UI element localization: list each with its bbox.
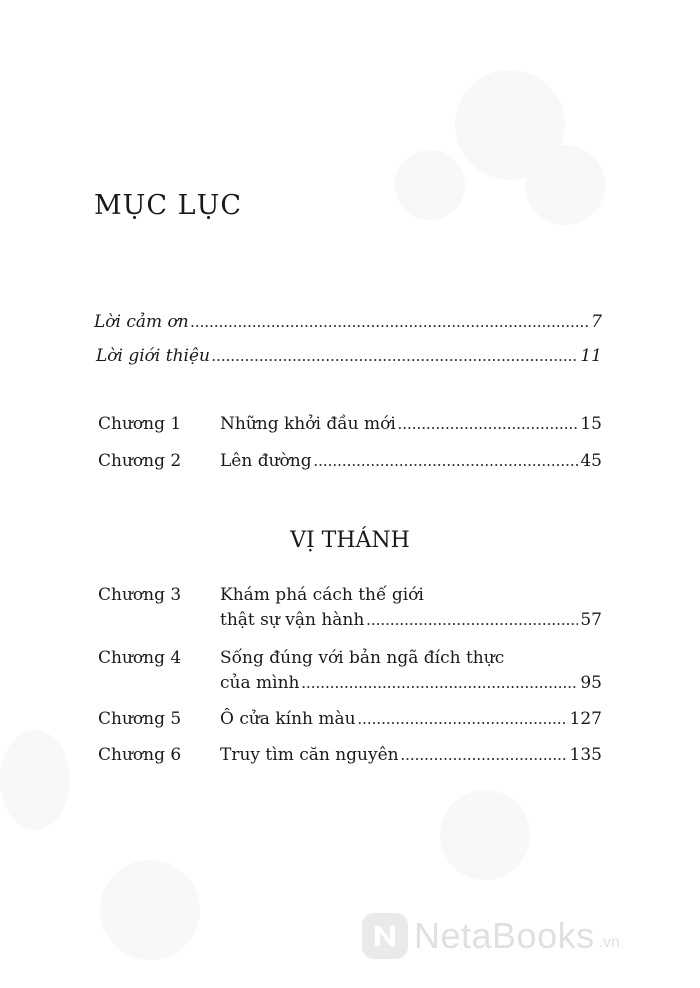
dot-leader bbox=[366, 610, 578, 630]
dot-leader bbox=[398, 414, 579, 434]
dot-leader bbox=[191, 312, 589, 332]
background-smudge bbox=[395, 150, 465, 220]
dot-leader bbox=[314, 451, 579, 471]
chapter-number: Chương 1 bbox=[98, 414, 182, 434]
entry-label: Lời giới thiệu bbox=[96, 346, 210, 366]
toc-entry-acknowledgements[interactable] bbox=[94, 312, 602, 332]
chapter-number: Chương 3 bbox=[98, 585, 182, 605]
page-number: 95 bbox=[580, 673, 602, 693]
toc-entry-chapter-3[interactable] bbox=[220, 610, 602, 630]
entry-title: Những khởi đầu mới bbox=[220, 414, 396, 434]
dot-leader bbox=[212, 346, 578, 366]
chapter-number: Chương 6 bbox=[98, 745, 182, 765]
page-number: 15 bbox=[580, 414, 602, 434]
toc-entry-chapter-5[interactable] bbox=[220, 709, 602, 729]
entry-title: Truy tìm căn nguyên bbox=[220, 745, 399, 765]
toc-entry-chapter-2[interactable] bbox=[220, 451, 602, 471]
entry-title-line2: của mình bbox=[220, 673, 300, 693]
watermark-brand: NetaBooks bbox=[414, 915, 595, 956]
chapter-number: Chương 5 bbox=[98, 709, 182, 729]
entry-title-line1: Khám phá cách thế giới bbox=[220, 585, 424, 605]
page-number: 135 bbox=[569, 745, 602, 765]
page-number: 11 bbox=[580, 346, 602, 366]
page-number: 45 bbox=[580, 451, 602, 471]
entry-title: Lên đường bbox=[220, 451, 312, 471]
entry-title: Ô cửa kính màu bbox=[220, 709, 356, 729]
page-number: 57 bbox=[580, 610, 602, 630]
chapter-number: Chương 2 bbox=[98, 451, 182, 471]
background-smudge bbox=[100, 860, 200, 960]
page-number: 127 bbox=[569, 709, 602, 729]
toc-entry-chapter-6[interactable] bbox=[220, 745, 602, 765]
watermark bbox=[362, 913, 620, 959]
dot-leader bbox=[358, 709, 568, 729]
entry-label: Lời cảm ơn bbox=[94, 312, 189, 332]
watermark-suffix: .vn bbox=[598, 934, 620, 951]
netabooks-logo-icon bbox=[362, 913, 408, 959]
background-smudge bbox=[0, 730, 70, 830]
page-title: MỤC LỤC bbox=[94, 190, 242, 221]
toc-entry-chapter-1[interactable] bbox=[220, 414, 602, 434]
dot-leader bbox=[301, 673, 578, 693]
entry-title-line2: thật sự vận hành bbox=[220, 610, 365, 630]
background-smudge bbox=[440, 790, 530, 880]
chapter-number: Chương 4 bbox=[98, 648, 182, 668]
section-title: VỊ THÁNH bbox=[290, 528, 410, 553]
entry-title-line1: Sống đúng với bản ngã đích thực bbox=[220, 648, 505, 668]
background-smudge bbox=[525, 145, 605, 225]
toc-entry-chapter-4[interactable] bbox=[220, 673, 602, 693]
dot-leader bbox=[401, 745, 568, 765]
page-number: 7 bbox=[591, 312, 602, 332]
toc-entry-introduction[interactable] bbox=[96, 346, 602, 366]
